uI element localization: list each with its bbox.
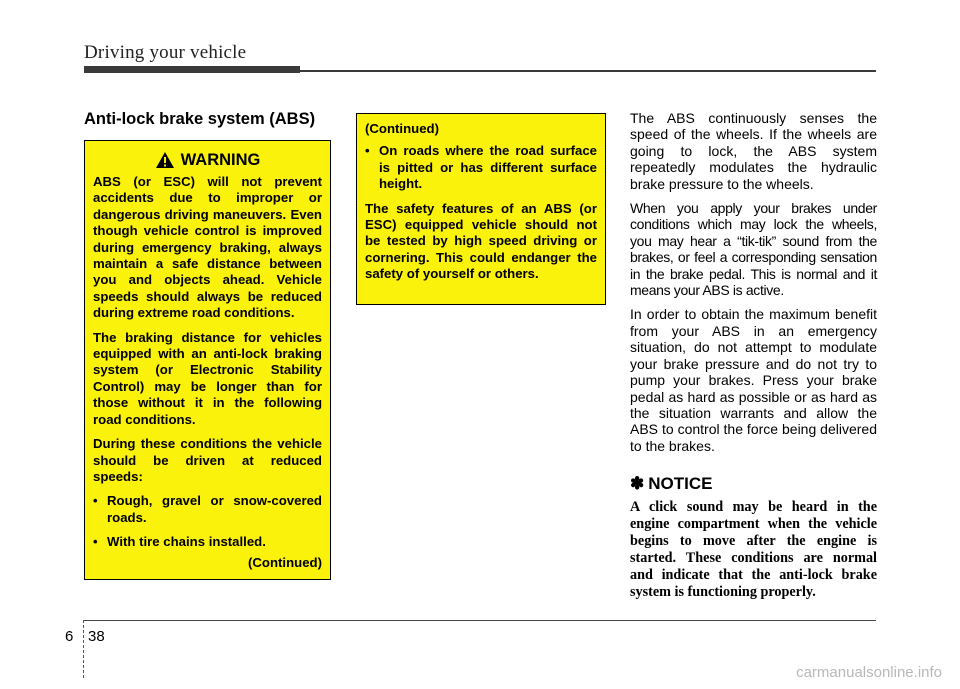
warning-heading [93,151,322,169]
continued-warning-box [356,113,606,305]
continued-paragraph: The safety features of an ABS (or ESC) equipped vehicle should not be tested by high speed driving or cornering. This could endanger the safety of yourself or others. [365,200,597,282]
body-paragraph-2: When you apply your brakes under conditions which may lock the wheels, you may hear a “tik-tik” sound from the brakes, or feel a corresponding sensation in the brake pedal. This is normal and it means your ABS is active. [630,200,877,299]
warning-continued: (Continued) [248,554,322,570]
watermark: carmanualsonline.info [796,664,942,681]
warning-paragraph-2: The braking distance for vehicles equipped with an anti-lock braking system (or Electronic Stability Control) may be longer than for those without it in the following road conditions. [93,329,322,427]
body-paragraph-3: In order to obtain the maximum benefit from your ABS in an emergency situation, do not attempt to modulate your brake pressure and do not try to pump your brakes. Press your brake pedal as hard as possible or as hard as the situation warrants and allow the ABS to control the force being delivered to the brakes. [630,306,877,454]
bullet-dot: • [365,143,370,159]
notice-heading-text: NOTICE [648,474,713,494]
notice-text: A click sound may be heard in the engine compartment when the vehicle begins to move after the engine is started. These conditions are normal and indicate that the anti-lock brake system is functioning properly. [630,498,877,600]
warning-bullet-text: With tire chains installed. [107,534,266,550]
header-rule [300,70,876,72]
body-paragraph-1: The ABS continuously senses the speed of the wheels. If the wheels are going to lock, the ABS system repeatedly modulates the hydraulic brake pressure to the wheels. [630,110,877,192]
warning-bullet-1 [93,493,322,526]
warning-box [84,140,331,580]
bullet-dot: • [93,493,98,509]
header-bar [84,66,300,73]
continued-label: (Continued) [365,121,439,136]
page-number: 38 [88,628,105,645]
notice-heading [630,476,877,492]
notice-star-icon: ✽ [630,474,645,494]
warning-paragraph-1: ABS (or ESC) will not prevent accidents due to improper or dangerous driving maneuvers. Even though vehicle control is improved during emergency braking, always maintain a safe distance between you and objects ahead. Vehicle speeds should always be reduced during extreme road conditions. [93,174,322,321]
warning-triangle-icon [155,151,175,169]
bullet-dot: • [93,534,98,550]
warning-heading-text: WARNING [180,150,261,169]
body-column [630,110,877,601]
warning-bullet-2 [93,534,322,550]
continued-bullet-text: On roads where the road surface is pitted or has different surface height. [379,143,597,192]
warning-bullet-text: Rough, gravel or snow-covered roads. [107,493,322,525]
chapter-number: 6 [65,628,74,645]
footer-divider [83,620,84,678]
continued-bullet [365,143,597,192]
footer-rule [84,620,876,621]
section-title: Anti-lock brake system (ABS) [84,110,316,128]
page-header-title: Driving your vehicle [84,42,247,63]
warning-paragraph-3: During these conditions the vehicle should be driven at reduced speeds: [93,436,322,484]
